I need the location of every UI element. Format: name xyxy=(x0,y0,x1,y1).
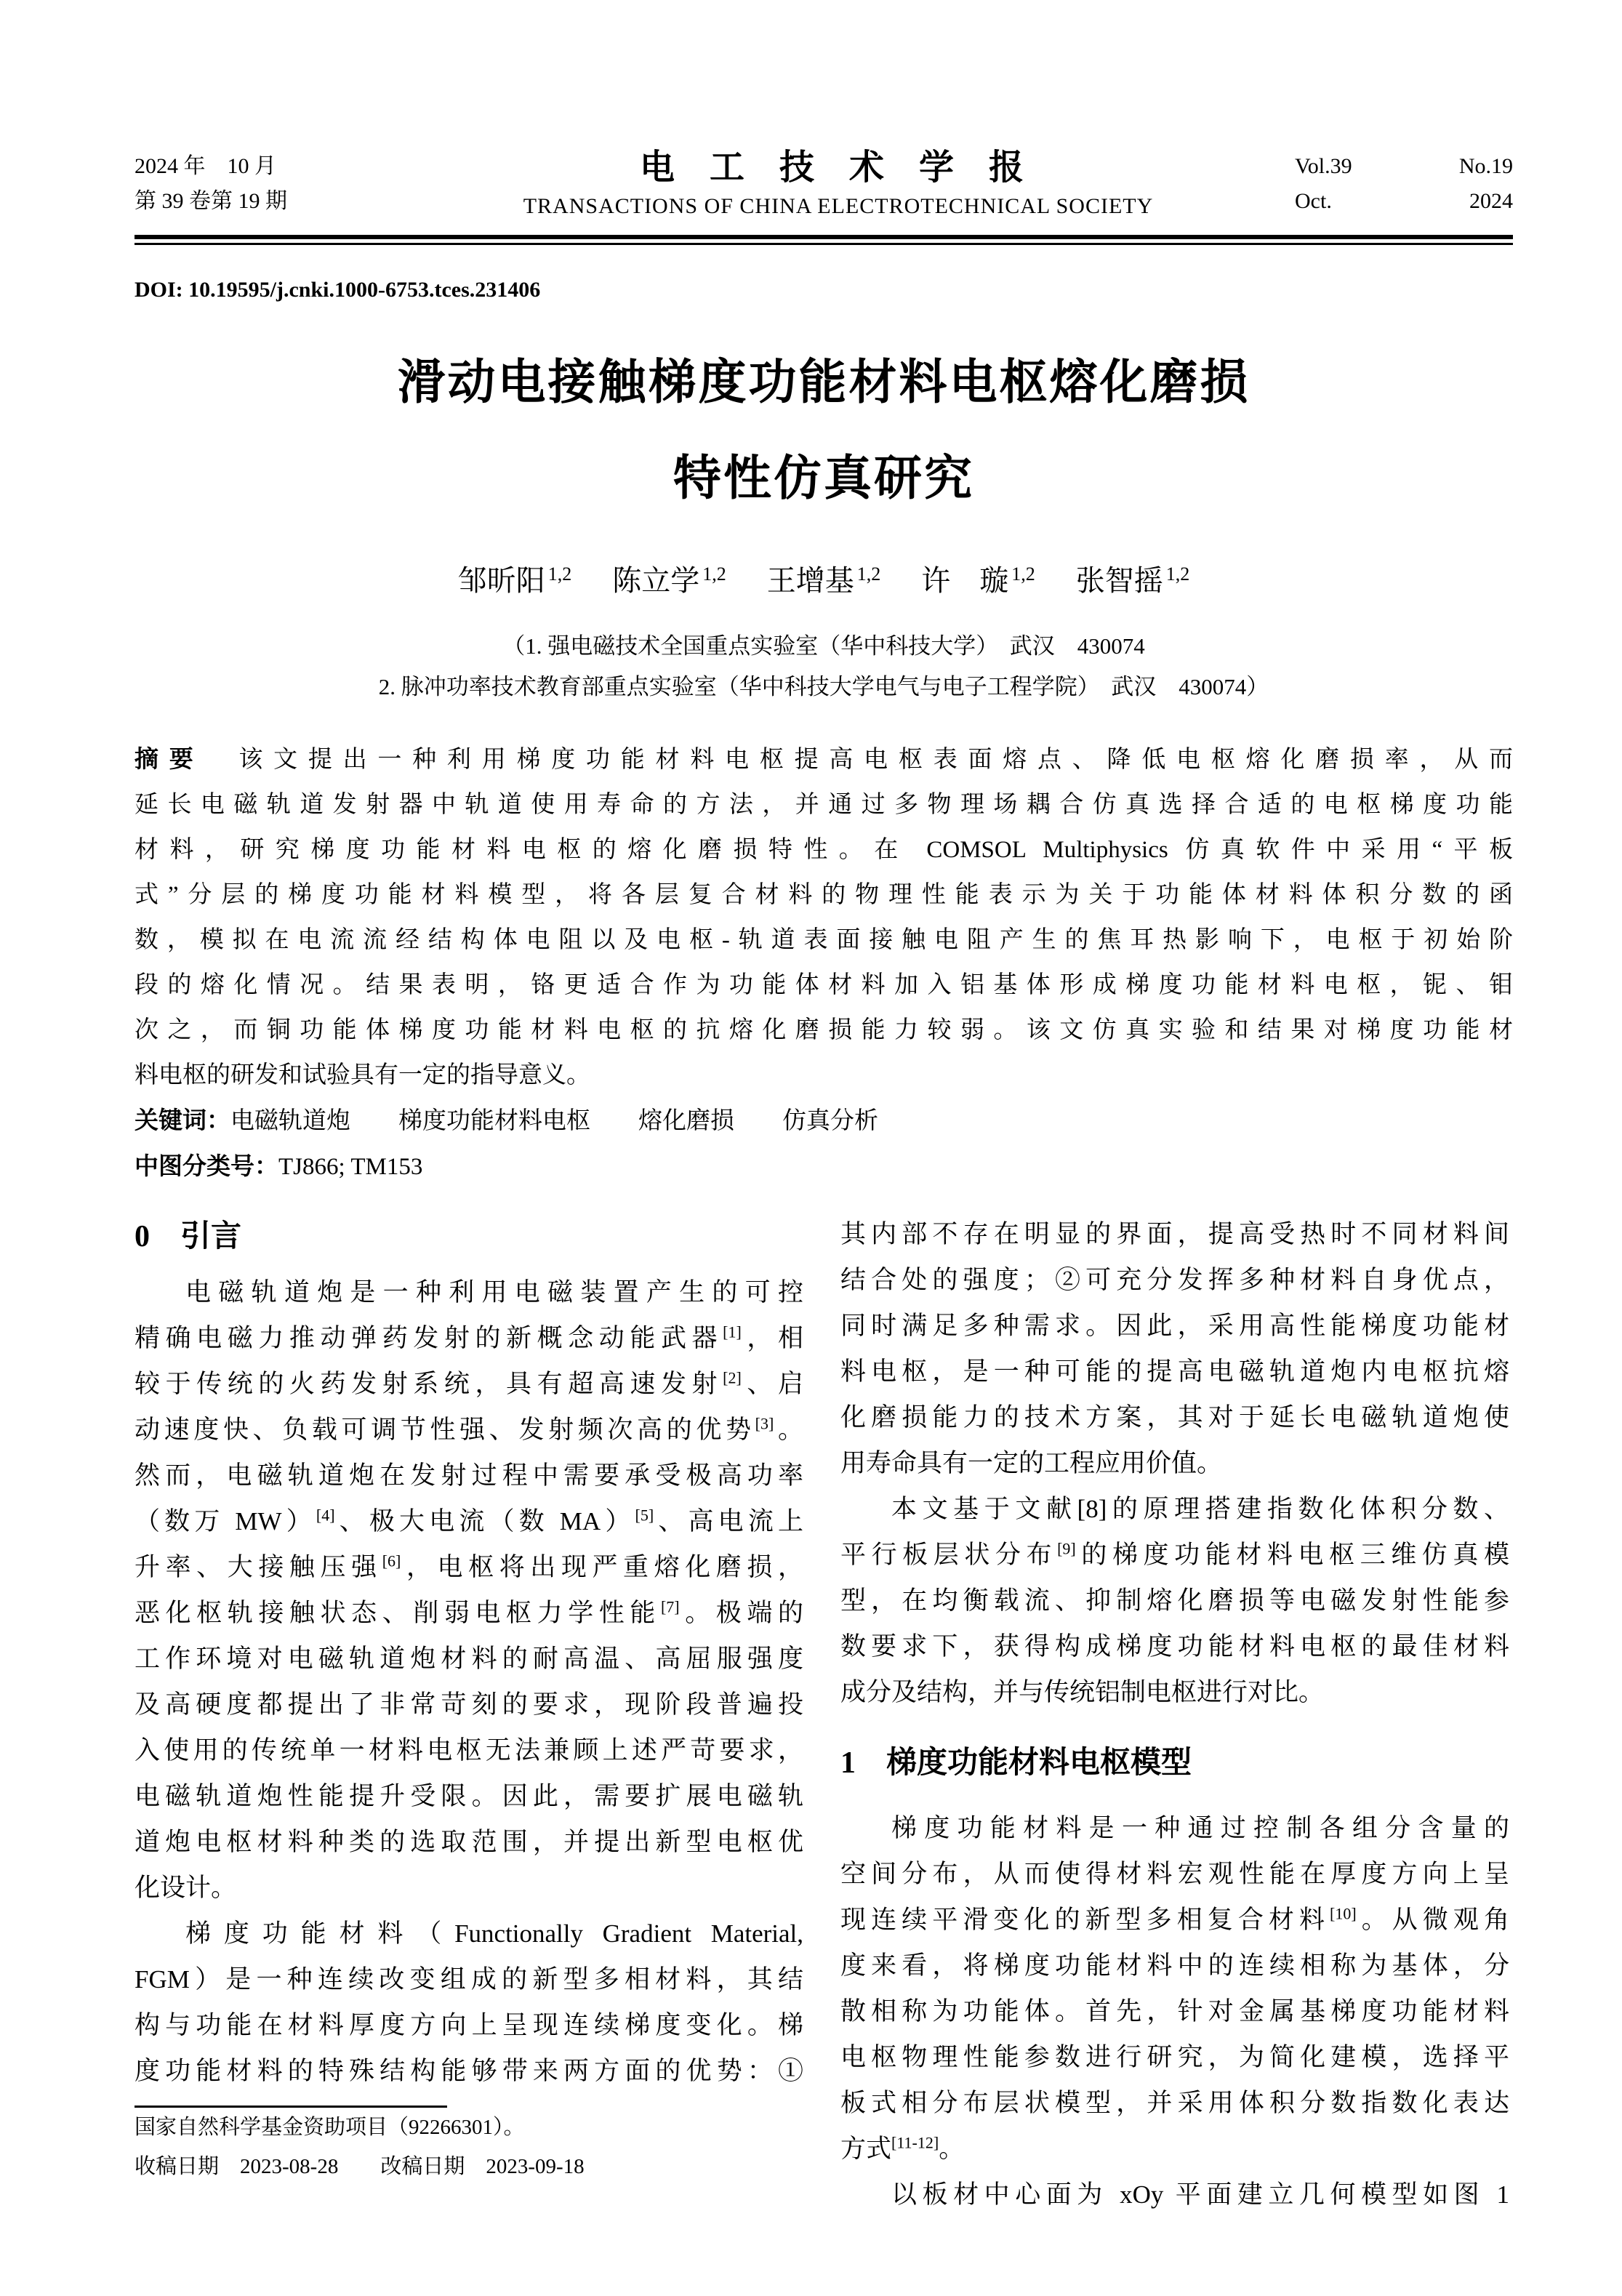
header-issue-cn: 第 39 卷第 19 期 xyxy=(135,189,287,213)
text-line: 同时满足多种需求。因此，采用高性能梯度功能材 xyxy=(840,1312,1509,1340)
affiliation-1: （1. 强电磁技术全国重点实验室（华中科技大学） 武汉 430074 xyxy=(502,633,1145,659)
text-line: 及高硬度都提出了非常苛刻的要求，现阶段普遍投 xyxy=(135,1690,803,1719)
keywords-label: 关键词： xyxy=(135,1107,230,1133)
journal-title-en: TRANSACTIONS OF CHINA ELECTROTECHNICAL SOCIETY xyxy=(523,194,1154,218)
text-line: 方式[11-12]。 xyxy=(840,2133,965,2163)
section-1-heading: 1 梯度功能材料电枢模型 xyxy=(840,1746,1192,1780)
text-line: 其内部不存在明显的界面，提高受热时不同材料间 xyxy=(840,1220,1509,1248)
journal-header xyxy=(135,149,1513,223)
header-left xyxy=(135,149,382,219)
author: 王增基 $^{1,2}$ xyxy=(766,563,881,597)
text-line: FGM）是一种连续改变组成的新型多相材料，其结 xyxy=(135,1965,803,1994)
text-line: 较于传统的火药发射系统，具有超高速发射[2]、启 xyxy=(135,1368,803,1398)
doi-line: DOI: 10.19595/j.cnki.1000-6753.tces.231406 xyxy=(135,278,541,302)
body-columns xyxy=(135,1211,1513,2217)
text-line: 电磁轨道炮性能提升受限。因此，需要扩展电磁轨 xyxy=(135,1782,803,1810)
text-line: 然而，电磁轨道炮在发射过程中需要承受极高功率 xyxy=(135,1461,803,1490)
text-line: 式”分层的梯度功能材料模型，将各层复合材料的物理性能表示为关于功能体材料体积分数的函 xyxy=(135,882,1513,908)
header-center xyxy=(382,149,1295,223)
text-line: 精确电磁力推动弹药发射的新概念动能武器[1]，相 xyxy=(135,1322,803,1352)
text-line: 度功能材料的特殊结构能够带来两方面的优势：① xyxy=(135,2057,803,2085)
clc-line xyxy=(135,1144,1513,1189)
text-line: 化磨损能力的技术方案，其对于延长电磁轨道炮使 xyxy=(840,1403,1509,1432)
text-line: 散相称为功能体。首先，针对金属基梯度功能材料 xyxy=(840,1997,1509,2026)
author: 邹昕阳 $^{1,2}$ xyxy=(457,563,572,597)
text-line: 化设计。 xyxy=(135,1874,237,1902)
text-line: 摘要 该文提出一种利用梯度功能材料电枢提高电枢表面熔点、降低电枢熔化磨损率，从而 xyxy=(135,745,1514,773)
header-date-cn: 2024 年 10 月 xyxy=(135,154,276,178)
text-line: 电枢物理性能参数进行研究，为简化建模，选择平 xyxy=(840,2043,1509,2071)
text-line: 以板材中心面为 xOy 平面建立几何模型如图 1 xyxy=(891,2180,1509,2209)
author-list xyxy=(135,561,1513,601)
article-title-line1: 滑动电接触梯度功能材料电枢熔化磨损 xyxy=(397,355,1250,409)
article-title-line2: 特性仿真研究 xyxy=(673,451,974,505)
text-line: 延长电磁轨道发射器中轨道使用寿命的方法，并通过多物理场耦合仿真选择合适的电枢梯度功能 xyxy=(135,792,1513,818)
clc-label: 中图分类号： xyxy=(135,1152,278,1179)
section-0-heading: 0 引言 xyxy=(135,1220,242,1253)
header-date-row xyxy=(1295,184,1513,219)
author-affil-sup: 1,2 xyxy=(1165,563,1190,585)
text-line: 度来看，将梯度功能材料中的连续相称为基体，分 xyxy=(840,1951,1509,1980)
author: 张智摇 $^{1,2}$ xyxy=(1075,563,1190,597)
author-affil-sup: 1,2 xyxy=(547,563,572,585)
header-vol: Vol.39 xyxy=(1295,154,1352,178)
text-line: 本文基于文献[8]的原理搭建指数化体积分数、 xyxy=(891,1495,1509,1523)
column-gutter xyxy=(803,1211,840,2217)
text-line: 空间分布，从而使得材料宏观性能在厚度方向上呈 xyxy=(840,1860,1509,1888)
text-line: 梯度功能材料是一种通过控制各组分含量的 xyxy=(891,1814,1509,1842)
text-line: 料电枢的研发和试验具有一定的指导意义。 xyxy=(135,1062,590,1088)
text-line: （数万 MW）[4]、极大电流（数 MA）[5]、高电流上 xyxy=(135,1506,803,1536)
author-affil-sup: 1,2 xyxy=(856,563,881,585)
affiliations xyxy=(135,626,1513,707)
text-line: 工作环境对电磁轨道炮材料的耐高温、高屈服强度 xyxy=(135,1645,803,1673)
text-line: 恶化枢轨接触状态、削弱电枢力学性能[7]。极端的 xyxy=(135,1597,803,1627)
text-line: 入使用的传统单一材料电枢无法兼顾上述严苛要求， xyxy=(135,1736,803,1765)
author: 许 璇 $^{1,2}$ xyxy=(921,563,1035,597)
header-year: 2024 xyxy=(1469,189,1513,213)
affiliation-2: 2. 脉冲功率技术教育部重点实验室（华中科技大学电气与电子工程学院） 武汉 430074） xyxy=(378,674,1269,699)
right-column xyxy=(840,1211,1509,2217)
header-month: Oct. xyxy=(1295,189,1332,213)
text-line: 数要求下，获得构成梯度功能材料电枢的最佳材料 xyxy=(840,1632,1509,1661)
footnote-fund: 国家自然科学基金资助项目（92266301）。 xyxy=(135,2116,525,2139)
text-line: 材料，研究梯度功能材料电枢的熔化磨损特性。在 COMSOL Multiphysics 仿真软件中采用“平板 xyxy=(135,837,1513,863)
abstract-label: 摘要 xyxy=(135,745,204,772)
author: 陈立学 $^{1,2}$ xyxy=(612,563,726,597)
header-volume-row xyxy=(1295,149,1513,184)
right-column-text-2 xyxy=(840,1805,1509,2217)
text-line: 用寿命具有一定的工程应用价值。 xyxy=(840,1449,1223,1477)
abstract-block xyxy=(135,736,1513,1098)
author-affil-sup: 1,2 xyxy=(1011,563,1035,585)
journal-title-cn: 电 工 技 术 学 报 xyxy=(639,148,1037,187)
text-line: 次之，而铜功能体梯度功能材料电枢的抗熔化磨损能力较弱。该文仿真实验和结果对梯度功能材 xyxy=(135,1017,1513,1043)
keywords-line xyxy=(135,1098,1513,1144)
author-affil-sup: 1,2 xyxy=(702,563,726,585)
text-line: 平行板层状分布[9]的梯度功能材料电枢三维仿真模 xyxy=(840,1539,1509,1569)
text-line: 道炮电枢材料种类的选取范围，并提出新型电枢优 xyxy=(135,1828,803,1856)
left-column xyxy=(135,1211,803,2217)
text-line: 梯度功能材料（Functionally Gradient Material, xyxy=(185,1919,803,1948)
footnote-block xyxy=(135,2106,803,2186)
text-line: 数，模拟在电流流经结构体电阻以及电枢-轨道表面接触电阻产生的焦耳热影响下，电枢于初始阶 xyxy=(135,927,1513,953)
article-title xyxy=(135,334,1513,526)
text-line: 段的熔化情况。结果表明，铬更适合作为功能体材料加入铝基体形成梯度功能材料电枢，铌、钼 xyxy=(135,972,1513,998)
right-column-text-1 xyxy=(840,1211,1509,1715)
text-line: 升率、大接触压强[6]，电枢将出现严重熔化磨损， xyxy=(135,1552,803,1581)
left-column-text xyxy=(135,1269,803,2094)
text-line: 动速度快、负载可调节性强、发射频次高的优势[3]。 xyxy=(135,1414,803,1444)
header-right xyxy=(1295,149,1513,219)
text-line: 成分及结构，并与传统铝制电枢进行对比。 xyxy=(840,1678,1325,1706)
text-line: 板式相分布层状模型，并采用体积分数指数化表达 xyxy=(840,2089,1509,2117)
header-double-rule xyxy=(135,235,1513,245)
text-line: 构与功能在材料厚度方向上呈现连续梯度变化。梯 xyxy=(135,2011,803,2039)
footnote-dates: 收稿日期 2023-08-28 改稿日期 2023-09-18 xyxy=(135,2155,585,2178)
keywords-text: 电磁轨道炮 梯度功能材料电枢 熔化磨损 仿真分析 xyxy=(230,1108,878,1134)
clc-text: TJ866; TM153 xyxy=(278,1154,423,1180)
text-line: 现连续平滑变化的新型多相复合材料[10]。从微观角 xyxy=(840,1904,1509,1934)
text-line: 电磁轨道炮是一种利用电磁装置产生的可控 xyxy=(185,1278,803,1306)
text-line: 料电枢，是一种可能的提高电磁轨道炮内电枢抗熔 xyxy=(840,1357,1509,1386)
text-line: 型，在均衡载流、抑制熔化磨损等电磁发射性能参 xyxy=(840,1586,1509,1615)
text-line: 结合处的强度；②可充分发挥多种材料自身优点， xyxy=(840,1266,1509,1294)
header-no: No.19 xyxy=(1458,154,1513,178)
